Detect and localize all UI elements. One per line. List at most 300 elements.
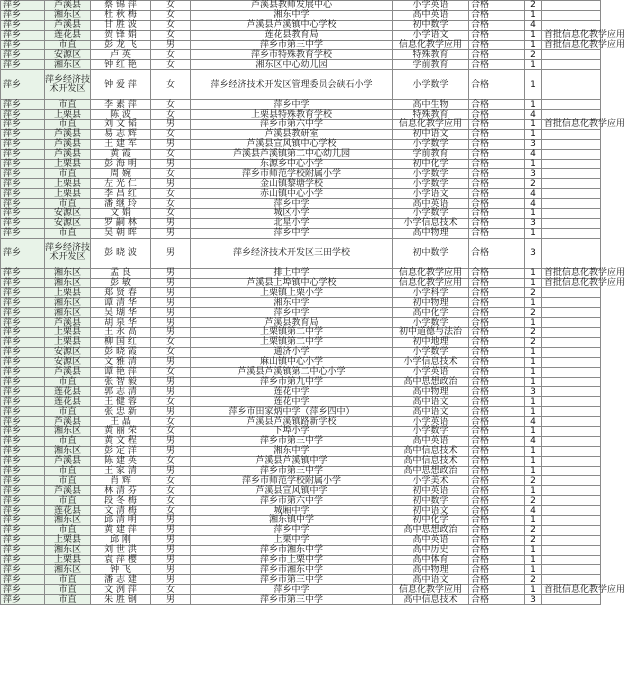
table-cell: 邱 刚 <box>91 535 151 545</box>
table-cell: 1 <box>525 70 542 100</box>
table-cell: 贺 锋 娟 <box>91 30 151 40</box>
table-cell: 合格 <box>469 70 525 100</box>
table-cell: 男 <box>151 535 191 545</box>
table-cell: 1 <box>525 545 542 555</box>
table-cell <box>542 347 601 357</box>
table-cell <box>542 179 601 189</box>
table-cell: 潘 继 玲 <box>91 199 151 209</box>
table-cell: 高中思想政治 <box>393 377 469 387</box>
table-cell: 安源区 <box>45 347 91 357</box>
table-cell: 萍乡市师范学校附属小学 <box>191 169 393 179</box>
table-cell: 1 <box>525 357 542 367</box>
table-cell: 萍乡 <box>1 525 45 535</box>
table-cell: 女 <box>151 367 191 377</box>
table-cell: 湘东区 <box>45 426 91 436</box>
table-cell: 市直 <box>45 169 91 179</box>
table-cell: 信息化教学应用 <box>393 268 469 278</box>
table-cell: 林 清 芬 <box>91 486 151 496</box>
table-row <box>1 100 601 110</box>
table-cell: 男 <box>151 387 191 397</box>
table-cell: 钟 红 艳 <box>91 60 151 70</box>
table-cell: 合格 <box>469 535 525 545</box>
table-cell: 高中思想政治 <box>393 525 469 535</box>
table-cell: 2 <box>525 496 542 506</box>
table-row <box>1 129 601 139</box>
table-row <box>1 565 601 575</box>
table-cell: 萍乡 <box>1 120 45 130</box>
table-cell: 4 <box>525 199 542 209</box>
table-cell: 小学数学 <box>393 318 469 328</box>
table-cell <box>542 228 601 238</box>
table-cell: 萍乡市第六中学 <box>191 120 393 130</box>
table-cell: 小学数学 <box>393 179 469 189</box>
table-cell: 高中信息技术 <box>393 595 469 605</box>
table-cell: 市直 <box>45 120 91 130</box>
table-cell: 胡 泉 华 <box>91 318 151 328</box>
table-cell: 高中语文 <box>393 407 469 417</box>
table-cell: 萍乡 <box>1 407 45 417</box>
table-cell: 麻山镇中心小学 <box>191 357 393 367</box>
table-cell: 男 <box>151 595 191 605</box>
table-cell: 2 <box>525 575 542 585</box>
table-cell: 男 <box>151 238 191 268</box>
table-row <box>1 456 601 466</box>
table-cell: 1 <box>525 515 542 525</box>
table-cell: 男 <box>151 565 191 575</box>
table-cell: 萍乡 <box>1 585 45 595</box>
table-cell: 湘东区 <box>45 515 91 525</box>
table-cell: 3 <box>525 218 542 228</box>
table-cell: 市直 <box>45 525 91 535</box>
table-cell: 陈 建 英 <box>91 456 151 466</box>
table-cell: 合格 <box>469 139 525 149</box>
table-cell: 陈 波 <box>91 110 151 120</box>
table-cell: 萍乡 <box>1 486 45 496</box>
table-cell: 1 <box>525 209 542 219</box>
table-cell: 1 <box>525 446 542 456</box>
table-cell: 周 婉 <box>91 169 151 179</box>
table-cell: 赤山镇中心小学 <box>191 189 393 199</box>
table-row <box>1 525 601 535</box>
table-cell: 合格 <box>469 565 525 575</box>
table-cell: 芦溪县教研室 <box>191 129 393 139</box>
table-cell <box>542 199 601 209</box>
table-cell <box>542 70 601 100</box>
table-cell: 合格 <box>469 446 525 456</box>
table-cell: 女 <box>151 60 191 70</box>
table-cell: 萍乡 <box>1 565 45 575</box>
table-cell: 2 <box>525 337 542 347</box>
table-cell: 女 <box>151 189 191 199</box>
table-cell <box>542 436 601 446</box>
table-cell: 上栗县特殊教育学校 <box>191 110 393 120</box>
table-row <box>1 585 601 595</box>
table-cell <box>542 100 601 110</box>
table-row <box>1 426 601 436</box>
table-cell: 首批信息化教学应用 <box>542 585 601 595</box>
table-cell: 合格 <box>469 179 525 189</box>
table-cell: 合格 <box>469 387 525 397</box>
table-row <box>1 347 601 357</box>
table-cell: 1 <box>525 40 542 50</box>
table-cell: 芦溪县宣风镇中学 <box>191 486 393 496</box>
table-cell: 上栗中学 <box>191 535 393 545</box>
table-cell: 合格 <box>469 40 525 50</box>
table-cell: 小学数学 <box>393 139 469 149</box>
table-cell: 湘东区 <box>45 60 91 70</box>
table-cell: 袁 萍 樱 <box>91 555 151 565</box>
table-cell: 男 <box>151 139 191 149</box>
table-cell: 湘东中学 <box>191 446 393 456</box>
table-cell: 男 <box>151 407 191 417</box>
table-row <box>1 120 601 130</box>
table-cell: 初中道德与法治 <box>393 328 469 338</box>
table-cell: 莲花县 <box>45 506 91 516</box>
table-cell: 信息化教学应用 <box>393 585 469 595</box>
table-cell <box>542 515 601 525</box>
table-cell: 芦溪县 <box>45 1 91 11</box>
table-cell: 张 智 毅 <box>91 377 151 387</box>
table-cell: 高中信息技术 <box>393 446 469 456</box>
table-cell: 彭 晓 霞 <box>91 347 151 357</box>
table-cell: 1 <box>525 407 542 417</box>
table-cell: 萍乡市第九中学 <box>191 377 393 387</box>
table-cell: 高中语文 <box>393 575 469 585</box>
table-row <box>1 555 601 565</box>
table-cell: 安源区 <box>45 50 91 60</box>
table-cell: 1 <box>525 347 542 357</box>
table-cell: 男 <box>151 308 191 318</box>
table-cell: 萍乡 <box>1 347 45 357</box>
table-row <box>1 30 601 40</box>
table-row <box>1 506 601 516</box>
table-cell: 1 <box>525 268 542 278</box>
table-cell: 高中英语 <box>393 436 469 446</box>
table-row <box>1 1 601 11</box>
table-cell <box>542 545 601 555</box>
table-cell: 高中英语 <box>393 199 469 209</box>
table-cell: 合格 <box>469 298 525 308</box>
table-row <box>1 575 601 585</box>
table-cell: 萍乡 <box>1 60 45 70</box>
table-cell <box>542 486 601 496</box>
table-row <box>1 298 601 308</box>
table-cell: 萍乡 <box>1 298 45 308</box>
table-cell: 男 <box>151 377 191 387</box>
table-cell: 市直 <box>45 40 91 50</box>
table-cell <box>542 298 601 308</box>
table-cell: 萍乡 <box>1 129 45 139</box>
table-cell: 萍乡 <box>1 318 45 328</box>
table-cell: 1 <box>525 60 542 70</box>
table-cell: 萍乡 <box>1 476 45 486</box>
table-cell: 合格 <box>469 228 525 238</box>
table-cell: 1 <box>525 298 542 308</box>
table-row <box>1 50 601 60</box>
table-cell <box>542 397 601 407</box>
table-cell: 合格 <box>469 209 525 219</box>
table-cell: 女 <box>151 50 191 60</box>
table-cell: 合格 <box>469 377 525 387</box>
table-cell: 男 <box>151 298 191 308</box>
table-cell: 萍乡 <box>1 50 45 60</box>
table-cell: 小学语文 <box>393 30 469 40</box>
table-cell: 合格 <box>469 318 525 328</box>
table-cell: 男 <box>151 40 191 50</box>
table-cell: 王 健 蓉 <box>91 397 151 407</box>
table-cell: 市直 <box>45 199 91 209</box>
table-cell: 4 <box>525 417 542 427</box>
table-cell: 芦溪县 <box>45 417 91 427</box>
table-cell: 上栗县 <box>45 288 91 298</box>
table-cell: 小学信息技术 <box>393 218 469 228</box>
table-cell: 安源区 <box>45 218 91 228</box>
table-cell: 萍乡经济技术开发区三田学校 <box>191 238 393 268</box>
table-cell: 芦溪县 <box>45 456 91 466</box>
table-cell <box>542 456 601 466</box>
table-cell: 初中英语 <box>393 486 469 496</box>
table-cell: 合格 <box>469 169 525 179</box>
table-cell: 黄 文 程 <box>91 436 151 446</box>
table-cell: 小学数学 <box>393 169 469 179</box>
table-cell: 合格 <box>469 288 525 298</box>
table-cell: 合格 <box>469 149 525 159</box>
table-cell: 信息化教学应用 <box>393 40 469 50</box>
table-cell: 金山镇黎塘学校 <box>191 179 393 189</box>
table-cell: 萍乡市第三中学 <box>191 436 393 446</box>
table-cell <box>542 50 601 60</box>
table-cell: 上栗县 <box>45 328 91 338</box>
table-cell: 上栗镇第二中学 <box>191 337 393 347</box>
table-cell: 文 娟 <box>91 209 151 219</box>
table-cell <box>542 525 601 535</box>
table-cell: 合格 <box>469 515 525 525</box>
table-cell: 1 <box>525 120 542 130</box>
table-cell <box>542 238 601 268</box>
table-row <box>1 268 601 278</box>
table-cell <box>542 496 601 506</box>
table-cell: 萍乡中学 <box>191 228 393 238</box>
table-cell: 合格 <box>469 238 525 268</box>
table-cell: 男 <box>151 555 191 565</box>
table-cell: 女 <box>151 169 191 179</box>
table-cell: 芦溪县芦溪镇第二中心幼儿园 <box>191 149 393 159</box>
table-cell: 萍乡 <box>1 189 45 199</box>
table-cell <box>542 318 601 328</box>
table-cell: 彭 敏 <box>91 278 151 288</box>
table-cell: 李 昌 红 <box>91 189 151 199</box>
table-cell: 1 <box>525 555 542 565</box>
table-cell: 萍乡 <box>1 209 45 219</box>
table-cell <box>542 288 601 298</box>
table-cell: 萍乡 <box>1 367 45 377</box>
table-row <box>1 288 601 298</box>
table-cell: 李 素 萍 <box>91 100 151 110</box>
table-cell: 2 <box>525 476 542 486</box>
table-cell: 郭 志 清 <box>91 387 151 397</box>
table-cell: 合格 <box>469 337 525 347</box>
table-cell: 钟 飞 <box>91 565 151 575</box>
table-cell: 首批信息化教学应用 <box>542 30 601 40</box>
table-cell: 杜 秋 梅 <box>91 10 151 20</box>
table-cell: 女 <box>151 10 191 20</box>
table-cell: 初中数学 <box>393 20 469 30</box>
table-cell: 萍乡市第三中学 <box>191 575 393 585</box>
table-cell: 小学数学 <box>393 209 469 219</box>
table-cell: 小学数学 <box>393 347 469 357</box>
table-cell: 萍乡 <box>1 218 45 228</box>
table-cell <box>542 387 601 397</box>
table-cell: 女 <box>151 347 191 357</box>
table-cell: 合格 <box>469 347 525 357</box>
table-cell: 合格 <box>469 278 525 288</box>
table-cell: 孟 良 <box>91 268 151 278</box>
table-cell: 合格 <box>469 268 525 278</box>
table-cell: 2 <box>525 1 542 11</box>
table-cell: 萍乡 <box>1 169 45 179</box>
table-cell: 彭 定 洋 <box>91 446 151 456</box>
table-cell <box>542 357 601 367</box>
table-cell: 上栗县 <box>45 337 91 347</box>
table-cell: 甘 胜 波 <box>91 20 151 30</box>
table-cell: 女 <box>151 1 191 11</box>
table-cell <box>542 139 601 149</box>
table-cell <box>542 60 601 70</box>
table-cell: 1 <box>525 466 542 476</box>
table-cell <box>542 466 601 476</box>
table-cell: 男 <box>151 436 191 446</box>
table-cell: 首批信息化教学应用 <box>542 278 601 288</box>
table-cell: 合格 <box>469 407 525 417</box>
table-cell: 上栗县 <box>45 555 91 565</box>
table-row <box>1 357 601 367</box>
table-cell: 合格 <box>469 357 525 367</box>
table-row <box>1 545 601 555</box>
table-cell: 高中物理 <box>393 387 469 397</box>
table-cell: 萍乡市湘东中学 <box>191 565 393 575</box>
table-cell: 合格 <box>469 555 525 565</box>
table-cell: 合格 <box>469 120 525 130</box>
table-cell: 1 <box>525 159 542 169</box>
table-cell: 莲花县教育局 <box>191 30 393 40</box>
table-row <box>1 228 601 238</box>
table-cell: 萍乡市第三中学 <box>191 595 393 605</box>
table-row <box>1 218 601 228</box>
table-cell: 合格 <box>469 100 525 110</box>
table-cell: 萍乡中学 <box>191 585 393 595</box>
table-cell: 首批信息化教学应用 <box>542 268 601 278</box>
table-cell: 萍乡 <box>1 288 45 298</box>
table-cell: 特殊教育 <box>393 50 469 60</box>
table-cell: 合格 <box>469 367 525 377</box>
table-row <box>1 466 601 476</box>
table-cell: 女 <box>151 209 191 219</box>
table-cell <box>542 10 601 20</box>
table-cell: 2 <box>525 308 542 318</box>
table-cell: 潘 志 建 <box>91 575 151 585</box>
table-cell: 王 永 高 <box>91 328 151 338</box>
table-cell: 张 忠 新 <box>91 407 151 417</box>
table-cell: 莲花中学 <box>191 397 393 407</box>
table-cell: 市直 <box>45 496 91 506</box>
table-cell: 萍乡市师范学校附属小学 <box>191 476 393 486</box>
table-cell: 上栗镇上栗小学 <box>191 288 393 298</box>
table-row <box>1 377 601 387</box>
table-cell: 彭 海 明 <box>91 159 151 169</box>
table-cell: 3 <box>525 139 542 149</box>
table-cell: 4 <box>525 189 542 199</box>
table-cell: 男 <box>151 318 191 328</box>
table-cell: 男 <box>151 218 191 228</box>
table-cell: 合格 <box>469 486 525 496</box>
table-cell <box>542 417 601 427</box>
table-cell: 萍乡市第三中学 <box>191 40 393 50</box>
table-cell: 女 <box>151 585 191 595</box>
table-cell <box>542 407 601 417</box>
table-cell: 萍乡中学 <box>191 525 393 535</box>
table-cell: 男 <box>151 575 191 585</box>
table-row <box>1 20 601 30</box>
table-cell: 萍乡 <box>1 377 45 387</box>
table-cell: 学前教育 <box>393 60 469 70</box>
table-cell: 萍乡 <box>1 139 45 149</box>
table-cell <box>542 575 601 585</box>
table-cell: 女 <box>151 476 191 486</box>
table-cell <box>542 367 601 377</box>
table-cell: 萍乡 <box>1 397 45 407</box>
table-cell: 女 <box>151 20 191 30</box>
table-cell <box>542 595 601 605</box>
table-cell: 首批信息化教学应用 <box>542 40 601 50</box>
table-cell: 男 <box>151 328 191 338</box>
table-cell: 1 <box>525 30 542 40</box>
table-cell: 谭 清 华 <box>91 298 151 308</box>
table-cell: 芦溪县芦溪镇第二中心小学 <box>191 367 393 377</box>
table-row <box>1 169 601 179</box>
table-cell <box>542 1 601 11</box>
table-row <box>1 397 601 407</box>
table-cell <box>542 377 601 387</box>
table-cell: 高中体育 <box>393 555 469 565</box>
table-cell: 莲花中学 <box>191 387 393 397</box>
table-cell: 安源区 <box>45 357 91 367</box>
table-cell: 男 <box>151 179 191 189</box>
table-cell: 郑 贤 春 <box>91 288 151 298</box>
table-cell <box>542 506 601 516</box>
table-cell: 小学美术 <box>393 476 469 486</box>
table-cell: 萍乡 <box>1 506 45 516</box>
table-cell: 湘东区中心幼儿园 <box>191 60 393 70</box>
table-cell: 柳 国 红 <box>91 337 151 347</box>
table-cell: 高中思想政治 <box>393 466 469 476</box>
table-cell: 合格 <box>469 60 525 70</box>
table-cell: 女 <box>151 486 191 496</box>
table-cell: 萍乡 <box>1 238 45 268</box>
table-cell: 合格 <box>469 456 525 466</box>
table-cell: 萍乡 <box>1 555 45 565</box>
table-cell: 2 <box>525 535 542 545</box>
table-cell: 萍乡经济技术开发区 <box>45 238 91 268</box>
table-cell: 1 <box>525 100 542 110</box>
table-cell: 东源乡中心小学 <box>191 159 393 169</box>
table-cell <box>542 218 601 228</box>
table-cell: 1 <box>525 585 542 595</box>
table-cell: 钟 爱 萍 <box>91 70 151 100</box>
table-cell: 吴 朝 晖 <box>91 228 151 238</box>
table-cell: 上栗县 <box>45 159 91 169</box>
table-cell: 合格 <box>469 1 525 11</box>
table-row <box>1 328 601 338</box>
